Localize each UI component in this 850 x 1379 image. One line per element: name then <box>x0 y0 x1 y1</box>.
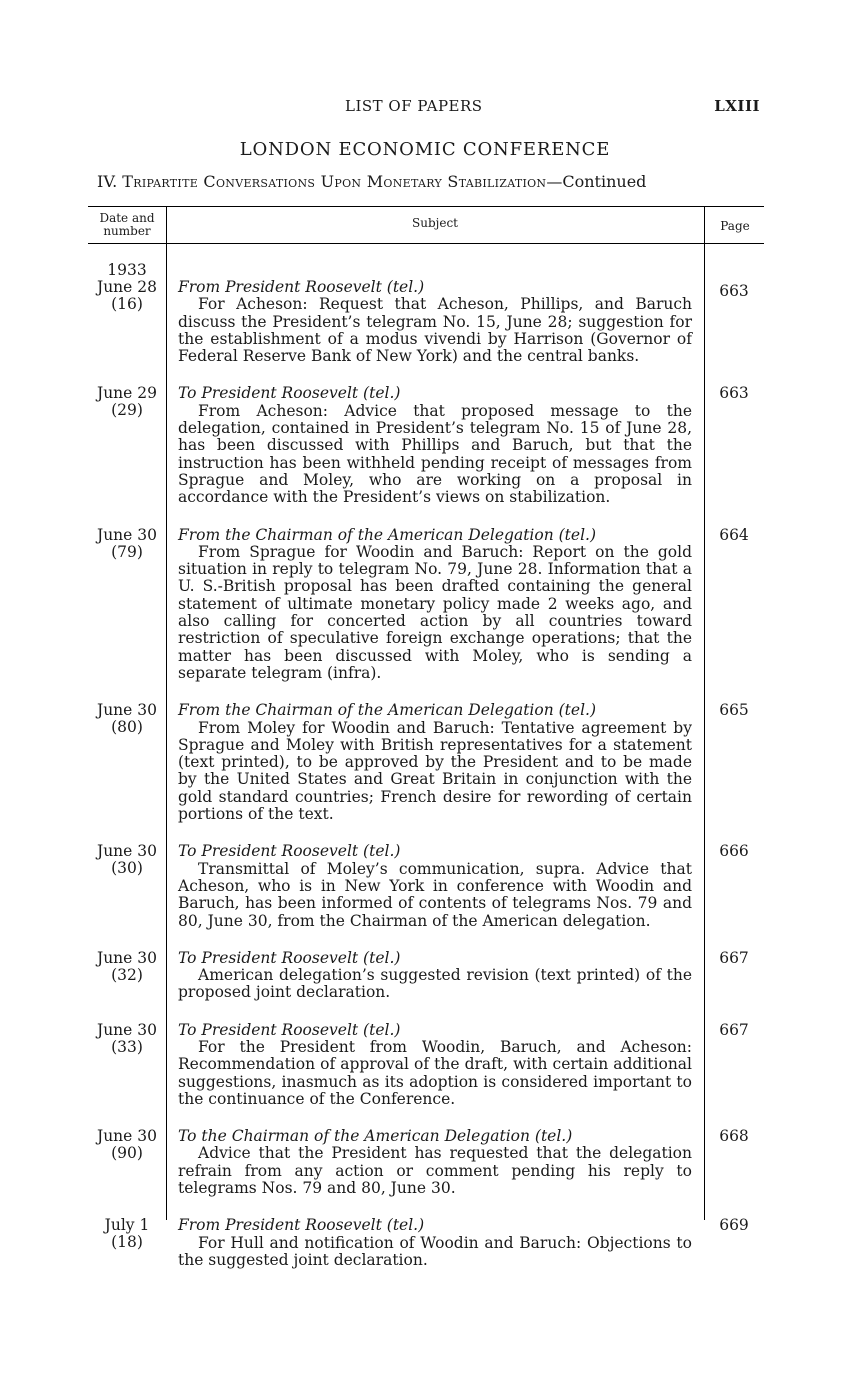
column-header-subject: Subject <box>412 216 458 230</box>
entry-body: American delegation’s suggested revision (text printed) of the proposed joint declaration. <box>178 966 692 1002</box>
table-top-rule <box>88 206 764 207</box>
entry-row <box>88 1022 764 1108</box>
entry-page: 664 <box>719 525 749 544</box>
entries-list <box>88 262 764 1269</box>
entry-body: For Acheson: Request that Acheson, Phillips, and Baruch discuss the President’s telegram No. 15, June 28; suggestion for the establishment of a modus vivendi by Harrison (Governor of Federal Reserve Bank of New York) and the central banks. <box>178 295 692 366</box>
entry-page: 667 <box>719 1020 749 1039</box>
entry-heading: From President Roosevelt (tel.) <box>178 278 425 296</box>
section-title <box>97 172 767 191</box>
entry-row <box>88 950 764 1002</box>
conference-title: LONDON ECONOMIC CONFERENCE <box>239 139 611 160</box>
entry-date <box>88 1022 166 1108</box>
entry-number: (29) <box>111 401 143 420</box>
entry-number: (32) <box>111 965 143 984</box>
page-number: LXIII <box>714 97 760 115</box>
entry-subject <box>166 1217 704 1269</box>
entry-date <box>88 385 166 506</box>
entry-subject <box>166 385 704 506</box>
entry-date <box>88 262 166 365</box>
entry-date <box>88 1128 166 1197</box>
entry-date-text: June 30 <box>96 1020 157 1039</box>
entry-date-text: June 30 <box>96 1127 157 1146</box>
entry-date-text: June 29 <box>96 384 157 403</box>
entry-date <box>88 702 166 823</box>
entry-number: (80) <box>111 718 143 737</box>
entry-row <box>88 702 764 823</box>
entry-heading: To President Roosevelt (tel.) <box>178 384 401 403</box>
entry-subject <box>166 702 704 823</box>
entry-subject <box>166 262 704 365</box>
entry-subject <box>166 1022 704 1108</box>
entry-page: 667 <box>719 948 749 967</box>
entry-page: 663 <box>719 282 749 300</box>
section-numeral: IV. <box>97 172 118 191</box>
entry-page: 668 <box>719 1127 749 1146</box>
entry-date <box>88 527 166 683</box>
page-header <box>0 97 850 119</box>
section-title-text: Tripartite Conversations Upon Monetary Stabilization <box>122 172 547 191</box>
entry-row <box>88 1128 764 1197</box>
entry-page: 669 <box>719 1216 749 1235</box>
running-title: LIST OF PAPERS <box>345 97 483 115</box>
section-suffix: —Continued <box>546 172 647 191</box>
entry-date-text: June 28 <box>96 278 157 296</box>
entry-heading: From President Roosevelt (tel.) <box>178 1216 425 1235</box>
entry-date <box>88 950 166 1002</box>
entry-heading: To President Roosevelt (tel.) <box>178 1020 401 1039</box>
entry-heading: To President Roosevelt (tel.) <box>178 842 401 861</box>
entry-row <box>88 843 764 929</box>
entry-body: From Moley for Woodin and Baruch: Tentative agreement by Sprague and Moley with British representatives for a statement (text printed), to be approved by the President and to be made by the United States and Great Britain in conjunction with the gold standard countries; French desire for rewording of certain portions of the text. <box>178 718 692 824</box>
entry-number: (16) <box>111 295 143 313</box>
entry-body: From Acheson: Advice that proposed message to the delegation, contained in President’s telegram No. 15 of June 28, has been discussed with Phillips and Baruch, but that the instruction has been withheld pending receipt of messages from Sprague and Moley, who are working on a proposal in accordance with the President’s views on stabilization. <box>178 401 692 507</box>
entry-date-text: July 1 <box>104 1216 150 1235</box>
entry-page: 663 <box>719 384 749 403</box>
entry-number: (33) <box>111 1037 143 1056</box>
entry-number: (18) <box>111 1233 143 1252</box>
entry-row <box>88 527 764 683</box>
entry-date-text: June 30 <box>96 701 157 720</box>
entry-row <box>88 262 764 365</box>
entry-subject <box>166 843 704 929</box>
entry-date <box>88 1217 166 1269</box>
entry-subject <box>166 527 704 683</box>
entry-number: (79) <box>111 542 143 561</box>
entry-heading: From the Chairman of the American Delegation (tel.) <box>178 525 597 544</box>
entry-body: For Hull and notification of Woodin and Baruch: Objections to the suggested joint declaration. <box>178 1233 692 1269</box>
entry-body: Advice that the President has requested that the delegation refrain from any action or comment pending his reply to telegrams Nos. 79 and 80, June 30. <box>178 1144 692 1198</box>
entry-date-text: June 30 <box>96 842 157 861</box>
column-header-date-line2: number <box>103 224 151 238</box>
table-header-rule <box>88 243 764 244</box>
entry-subject <box>166 1128 704 1197</box>
entry-page: 665 <box>719 701 749 720</box>
column-header-date <box>88 212 166 238</box>
entry-subject <box>166 950 704 1002</box>
entry-row <box>88 1217 764 1269</box>
entry-heading: From the Chairman of the American Delegation (tel.) <box>178 701 597 720</box>
entry-date <box>88 843 166 929</box>
entry-year: 1933 <box>107 261 147 279</box>
entry-heading: To President Roosevelt (tel.) <box>178 948 401 967</box>
entry-heading: To the Chairman of the American Delegation (tel.) <box>178 1127 573 1146</box>
entry-date-text: June 30 <box>96 525 157 544</box>
entry-row <box>88 385 764 506</box>
entry-date-text: June 30 <box>96 948 157 967</box>
entry-page: 666 <box>719 842 749 861</box>
entry-body: Transmittal of Moley’s communication, supra. Advice that Acheson, who is in New York in conference with Woodin and Baruch, has been informed of contents of telegrams Nos. 79 and 80, June 30, from the Chairman of the American delegation. <box>178 859 692 930</box>
entry-number: (90) <box>111 1144 143 1163</box>
entry-body: From Sprague for Woodin and Baruch: Report on the gold situation in reply to telegram No. 79, June 28. Information that a U. S.-British proposal has been drafted containing the general statement of ultimate monetary policy made 2 weeks ago, and also calling for concerted action by all countries toward restriction of speculative foreign exchange operations; that the matter has been discussed with Moley, who is sending a separate telegram (infra). <box>178 542 692 682</box>
entry-body: For the President from Woodin, Baruch, and Acheson: Recommendation of approval of the draft, with certain additional suggestions, inasmuch as its adoption is considered important to the continuance of the Conference. <box>178 1037 692 1108</box>
column-header-date-line1: Date and <box>99 211 155 225</box>
entry-number: (30) <box>111 859 143 878</box>
column-header-page: Page <box>720 219 750 233</box>
